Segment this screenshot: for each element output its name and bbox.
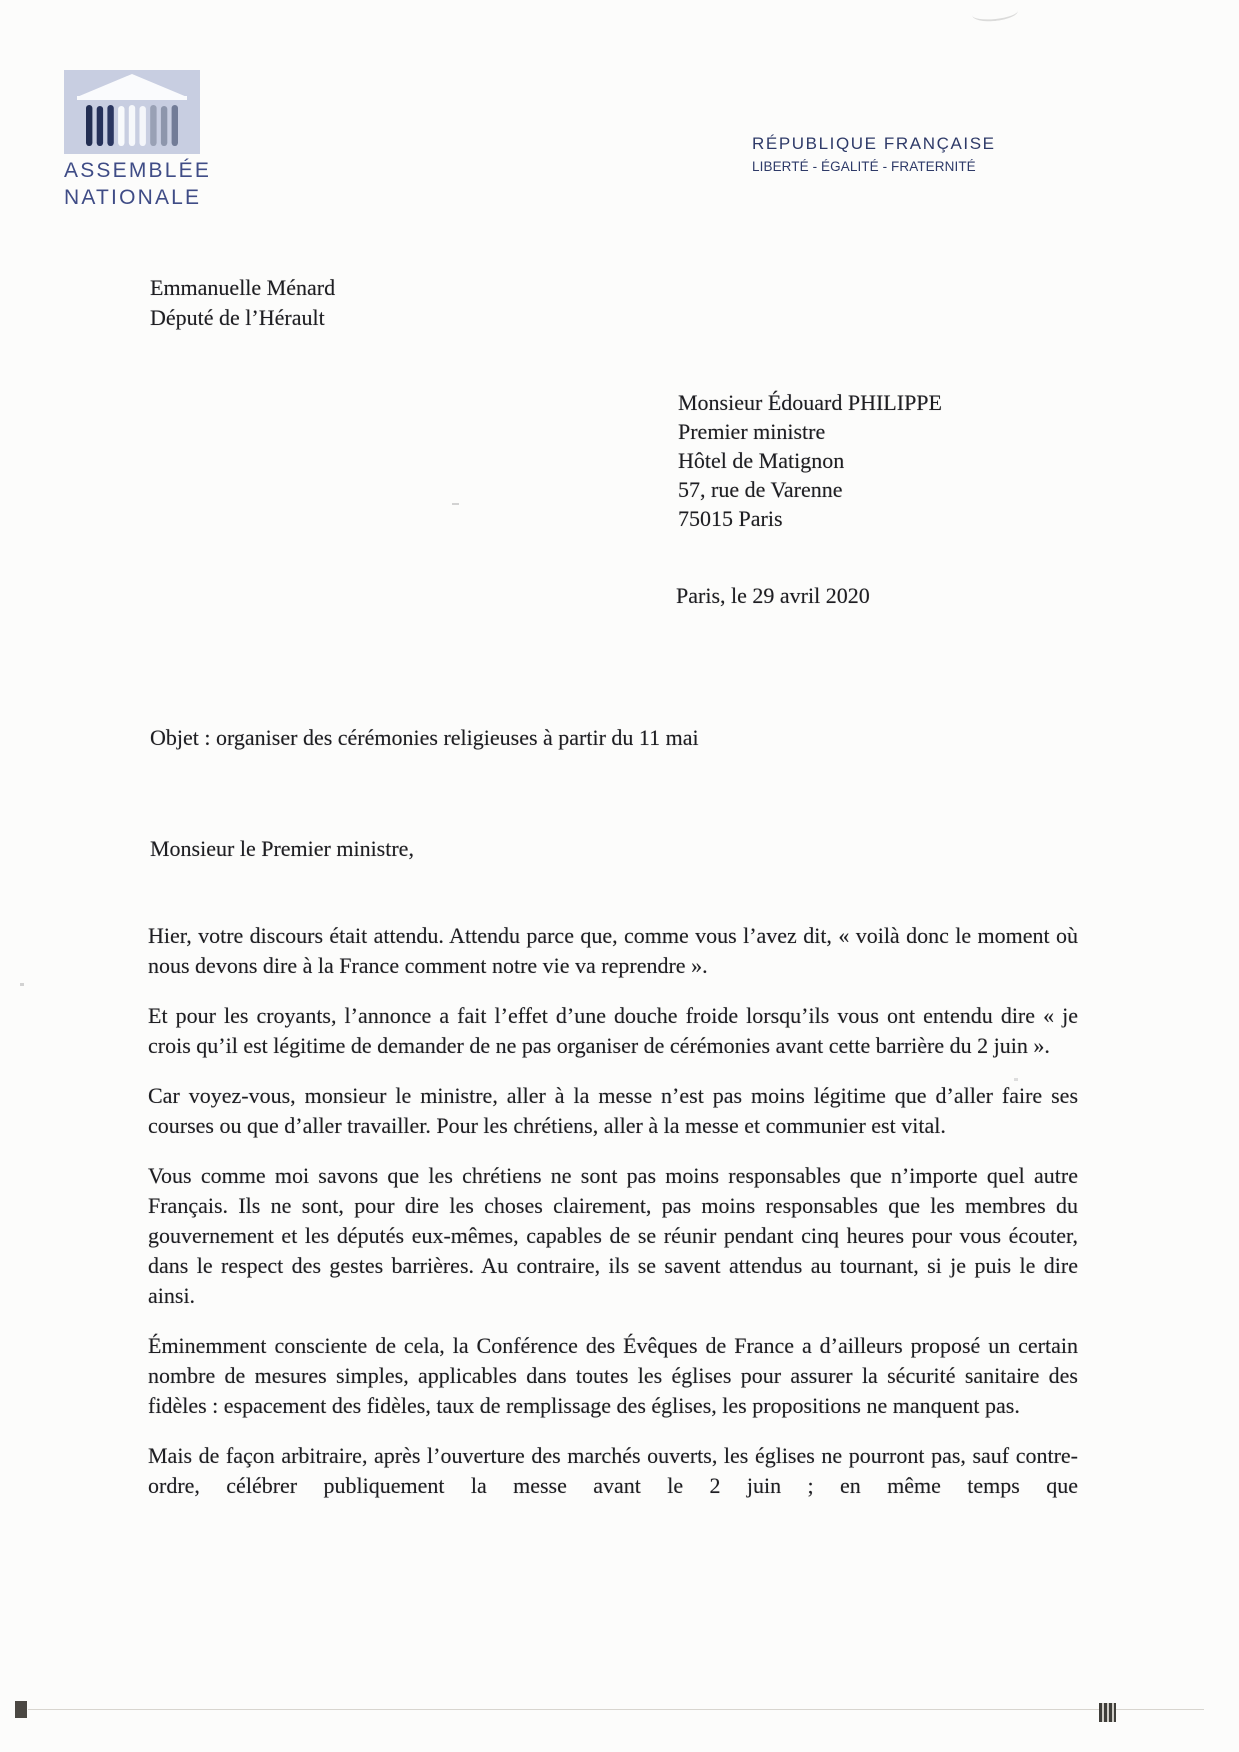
letter-paragraph-4: Vous comme moi savons que les chrétiens ne sont pas moins responsables que n’importe quel autre Français. Ils ne sont, pour dire les choses clairement, pas moins responsables que les membres du gouvernement et les députés eux-mêmes, capables de se réunir pendant cinq heures pour vous écouter, dans le respect des gestes barrières. Au contraire, ils se savent attendus au tournant, si je puis le dire ainsi.	[148, 1163, 1078, 1308]
letter-paragraph-5: Éminemment consciente de cela, la Conférence des Évêques de France a d’ailleurs proposé un certain nombre de mesures simples, applicables dans toutes les églises pour assurer la sécurité sanitaire des fidèles : espacement des fidèles, taux de remplissage des églises, les propositions ne manquent pas.	[148, 1333, 1078, 1418]
scan-artifact-bottom-line	[28, 1709, 1204, 1710]
recipient-block	[678, 388, 942, 533]
scan-artifact-bottom-right-mark	[1099, 1703, 1116, 1722]
recipient-name: Monsieur Édouard PHILIPPE	[678, 390, 942, 415]
salutation-line: Monsieur le Premier ministre,	[150, 836, 414, 861]
recipient-address-line-3: 75015 Paris	[678, 506, 783, 531]
date-line: Paris, le 29 avril 2020	[676, 583, 870, 608]
subject-line: Objet : organiser des cérémonies religieuses à partir du 11 mai	[150, 725, 699, 750]
recipient-address-line-1: Hôtel de Matignon	[678, 448, 845, 473]
recipient-address-line-2: 57, rue de Varenne	[678, 477, 843, 502]
letter-paragraph-1: Hier, votre discours était attendu. Attendu parce que, comme vous l’avez dit, « voilà donc le moment où nous devons dire à la France comment notre vie va reprendre ».	[148, 923, 1078, 978]
republique-title: RÉPUBLIQUE FRANÇAISE	[752, 134, 996, 153]
letter-body	[148, 921, 1078, 1501]
sender-name: Emmanuelle Ménard	[150, 275, 336, 300]
letter-paragraph-6: Mais de façon arbitraire, après l’ouverture des marchés ouverts, les églises ne pourront pas, sauf contre-ordre, célébrer publiquement la messe avant le 2 juin ; en même temps que	[148, 1443, 1078, 1498]
republique-francaise-block	[752, 131, 996, 177]
recipient-role: Premier ministre	[678, 419, 826, 444]
devise-line: LIBERTÉ - ÉGALITÉ - FRATERNITÉ	[752, 159, 976, 174]
sender-title: Député de l’Hérault	[150, 305, 325, 330]
assemblee-nationale-emblem-icon	[64, 70, 200, 154]
wordmark-line-2: NATIONALE	[64, 186, 202, 209]
scan-speck	[1014, 1078, 1018, 1081]
letter-paragraph-2: Et pour les croyants, l’annonce a fait l’effet d’une douche froide lorsqu’ils vous ont entendu dire « je crois qu’il est légitime de demander de ne pas organiser de cérémonies avant cette barrière du 2 juin ».	[148, 1003, 1078, 1058]
scan-speck	[20, 983, 24, 986]
scan-artifact-top-right	[971, 3, 1018, 24]
sender-block	[150, 273, 335, 333]
assemblee-nationale-wordmark	[64, 157, 211, 211]
letter-paragraph-3: Car voyez-vous, monsieur le ministre, aller à la messe n’est pas moins légitime que d’aller faire ses courses ou que d’aller travailler. Pour les chrétiens, aller à la messe et communier est vital.	[148, 1083, 1078, 1138]
wordmark-line-1: ASSEMBLÉE	[64, 159, 212, 182]
scan-speck	[452, 503, 459, 505]
scan-artifact-bottom-left-mark	[15, 1701, 27, 1718]
